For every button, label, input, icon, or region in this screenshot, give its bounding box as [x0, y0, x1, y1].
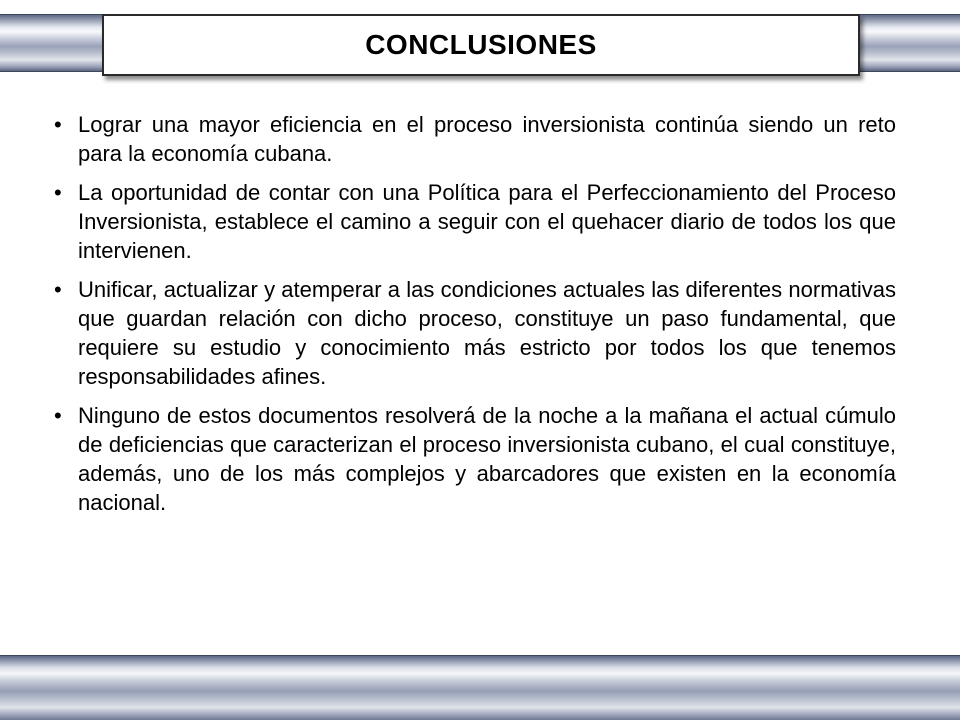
bullet-text: Lograr una mayor eficiencia en el proceso inversionista continúa siendo un reto para la economía cubana.	[78, 112, 896, 166]
bottom-decorative-band	[0, 655, 960, 720]
bullet-item	[54, 110, 896, 168]
bullet-list	[54, 110, 896, 527]
title-box	[102, 14, 860, 76]
bullet-text: Unificar, actualizar y atemperar a las condiciones actuales las diferentes normativas que guardan relación con dicho proceso, constituye un paso fundamental, que requiere su estudio y conocimiento más estricto por todos los que tenemos responsabilidades afines.	[78, 277, 896, 389]
bullet-point-icon: •	[54, 403, 62, 428]
bullet-item	[54, 275, 896, 391]
slide-title: CONCLUSIONES	[365, 29, 597, 60]
bullet-point-icon: •	[54, 180, 62, 205]
bullet-text: La oportunidad de contar con una Política para el Perfeccionamiento del Proceso Inversionista, establece el camino a seguir con el quehacer diario de todos los que intervienen.	[78, 180, 896, 263]
bullet-point-icon: •	[54, 277, 62, 302]
bullet-item	[54, 401, 896, 517]
bullet-point-icon: •	[54, 112, 62, 137]
bullet-text: Ninguno de estos documentos resolverá de la noche a la mañana el actual cúmulo de deficiencias que caracterizan el proceso inversionista cubano, el cual constituye, además, uno de los más complejos y abarcadores que existen en la economía nacional.	[78, 403, 896, 515]
bullet-item	[54, 178, 896, 265]
